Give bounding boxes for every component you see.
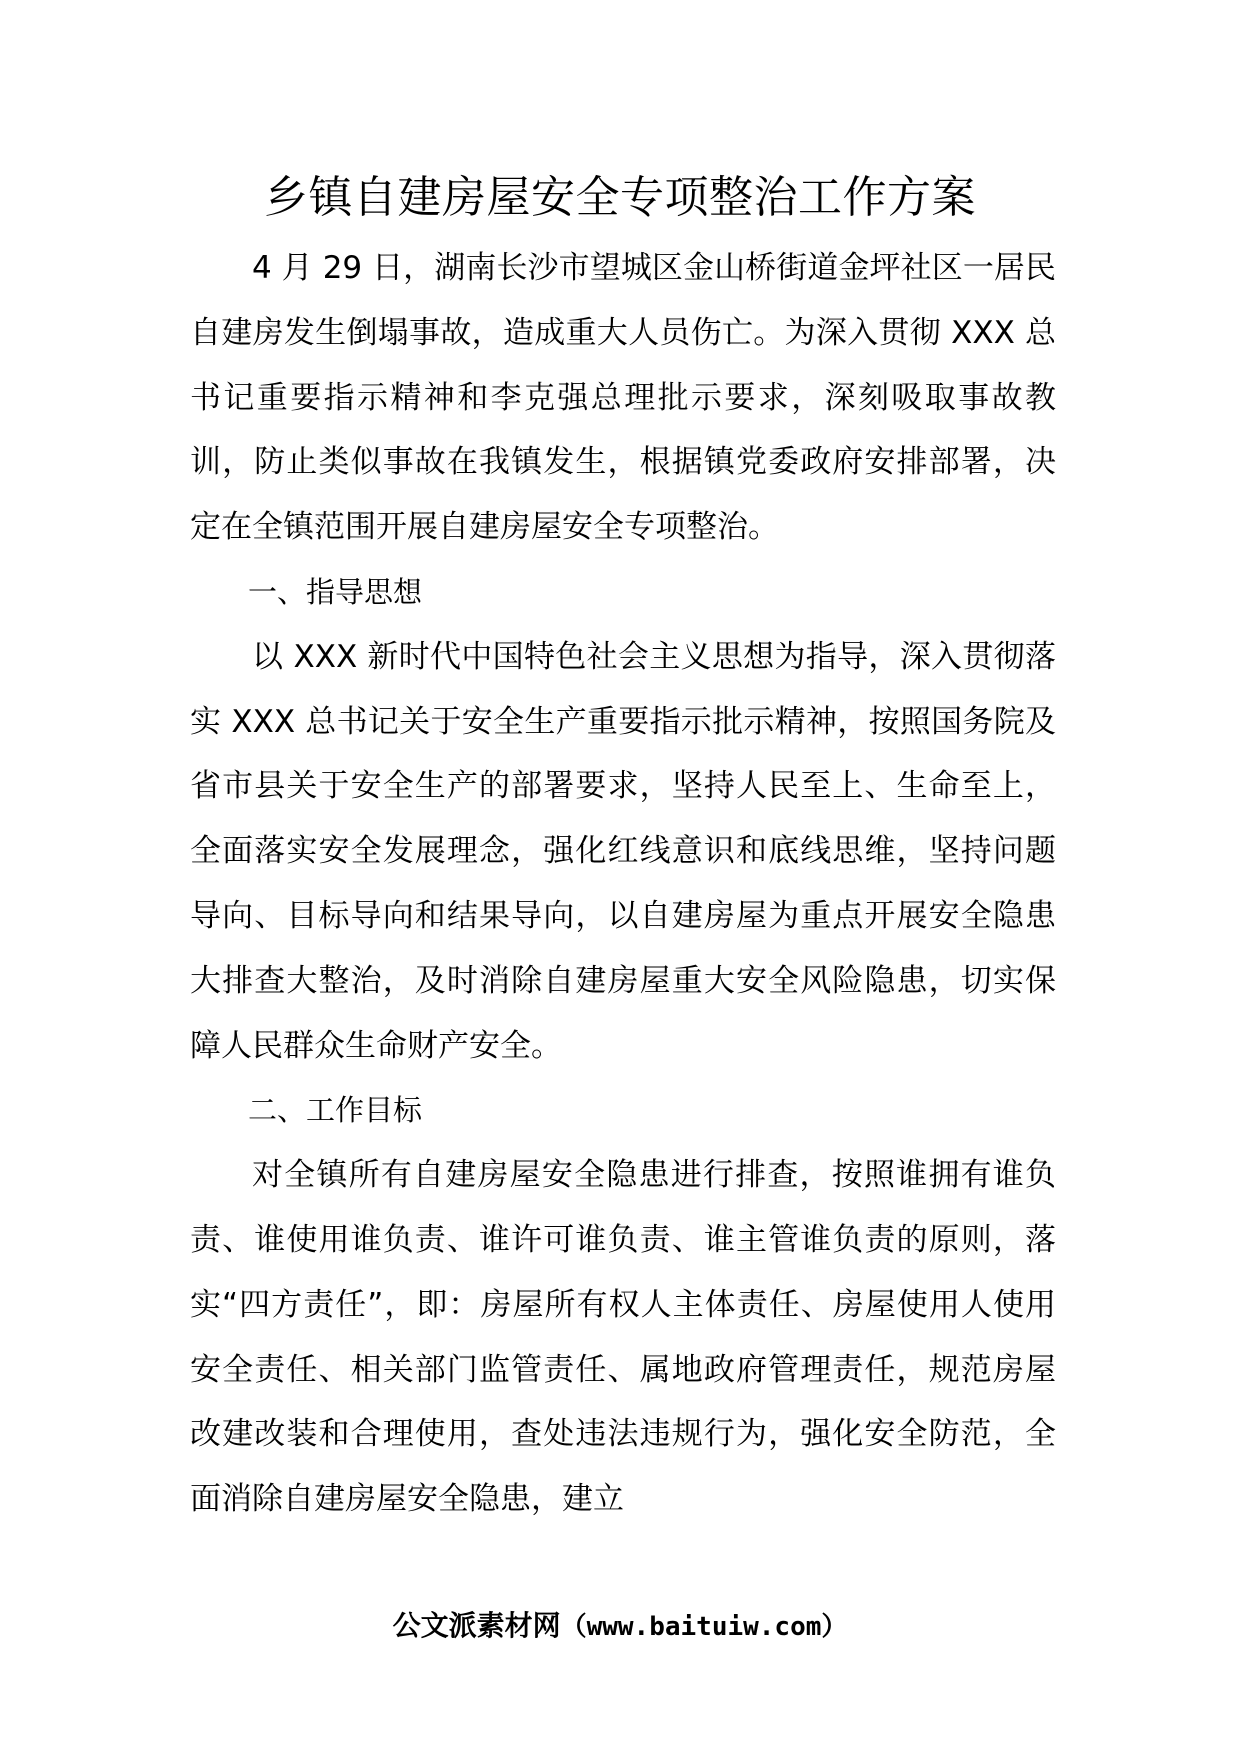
document-title: 乡镇自建房屋安全专项整治工作方案: [264, 172, 976, 223]
section1-heading: 一、指导思想: [248, 574, 423, 609]
document-body: [190, 236, 1056, 1532]
section2-paragraph: 对全镇所有自建房屋安全隐患进行排查，按照谁拥有谁负责、谁使用谁负责、谁许可谁负责、谁主管谁负责的原则，落实“四方责任”，即：房屋所有权人主体责任、房屋使用人使用安全责任、相关部门监管责任、属地政府管理责任，规范房屋改建改装和合理使用，查处违法违规行为，强化安全防范，全面消除自建房屋安全隐患，建立: [190, 1157, 1056, 1518]
section1-paragraph: 以 XXX 新时代中国特色社会主义思想为指导，深入贯彻落实 XXX 总书记关于安全生产重要指示批示精神，按照国务院及省市县关于安全生产的部署要求，坚持人民至上、生命至上，全面落实安全发展理念，强化红线意识和底线思维，坚持问题导向、目标导向和结果导向，以自建房屋为重点开展安全隐患大排查大整治，及时消除自建房屋重大安全风险隐患，切实保障人民群众生命财产安全。: [190, 638, 1056, 1064]
section2-heading: 二、工作目标: [248, 1093, 423, 1128]
footer-watermark: [0, 1606, 1240, 1647]
footer-site-name: 公文派素材网: [392, 1609, 561, 1642]
intro-paragraph: 4 月 29 日，湖南长沙市望城区金山桥街道金坪社区一居民自建房发生倒塌事故，造成重大人员伤亡。为深入贯彻 XXX 总书记重要指示精神和李克强总理批示要求，深刻吸取事故教训，防止类似事故在我镇发生，根据镇党委政府安排部署，决定在全镇范围开展自建房屋安全专项整治。: [190, 250, 1056, 546]
footer-site-url: （www.baituiw.com）: [560, 1612, 848, 1642]
